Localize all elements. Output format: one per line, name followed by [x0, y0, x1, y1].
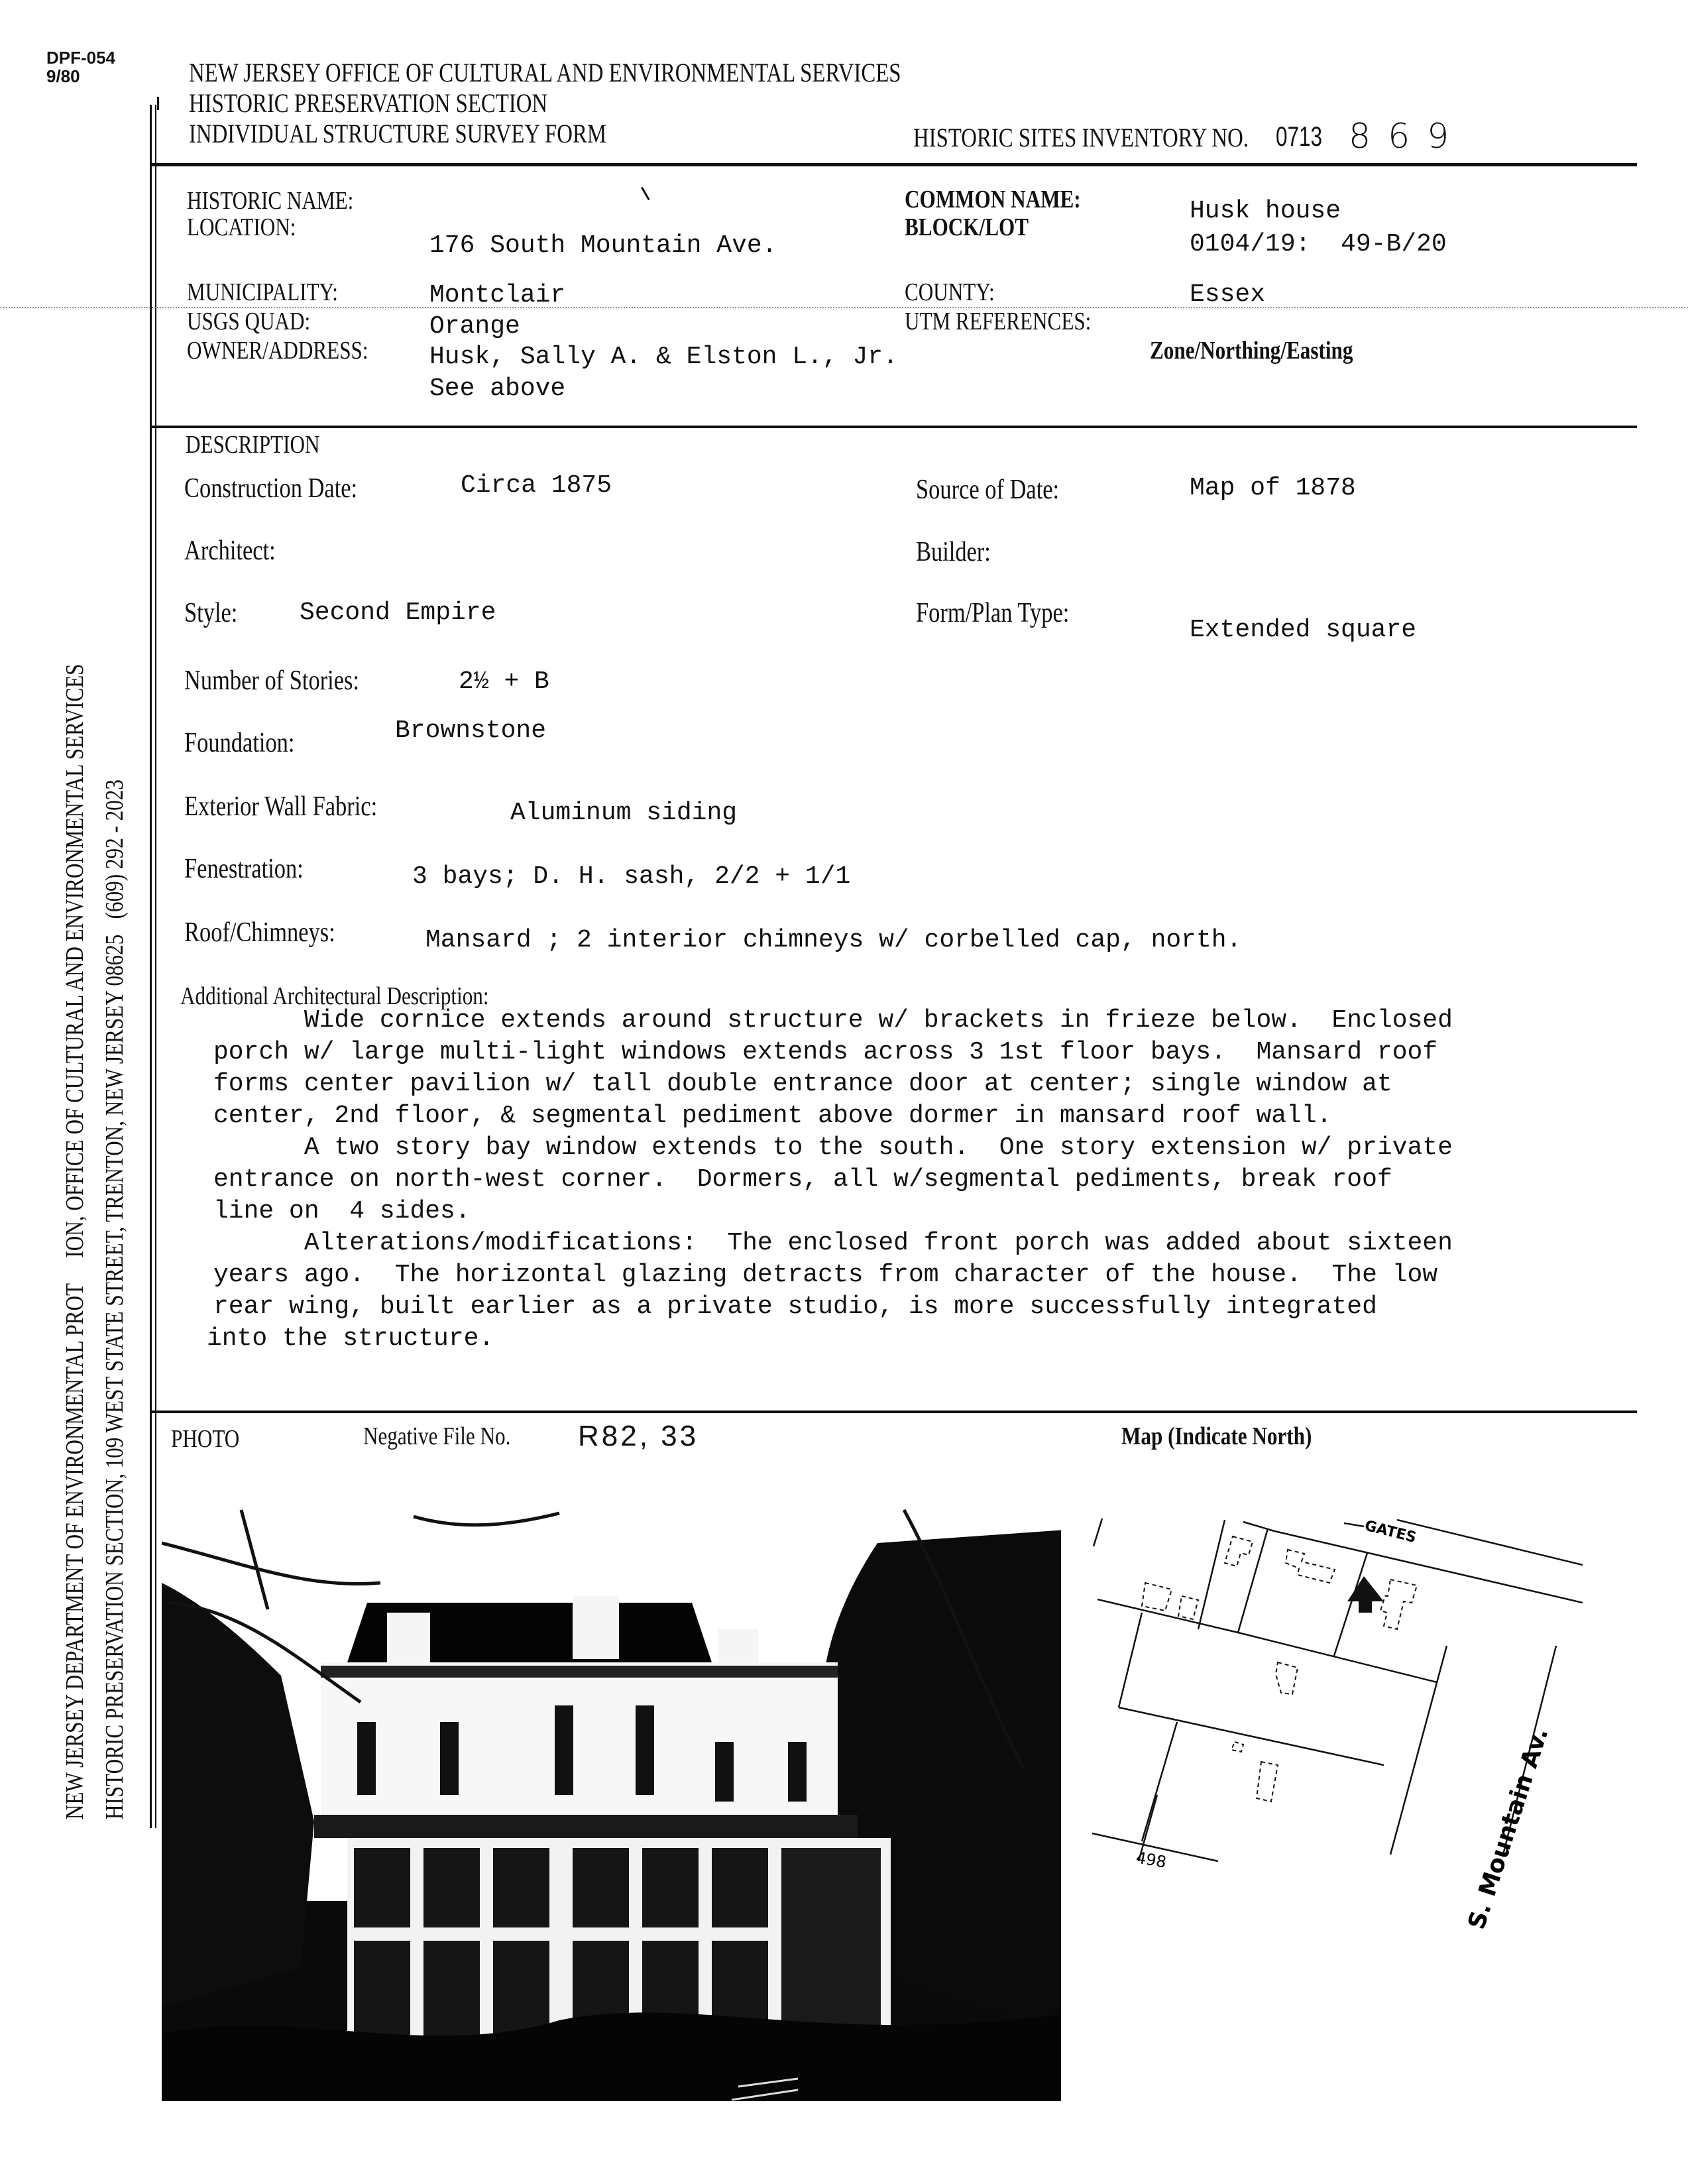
utm-sub-label-text: Zone/Northing/Easting	[1150, 337, 1353, 365]
additional-description-line: porch w/ large multi-light windows extends across 3 1st floor bays. Mansard roof	[213, 1038, 1438, 1066]
county-label	[905, 278, 1014, 306]
construction-date-value: Circa 1875	[461, 471, 612, 500]
stray-pen-mark	[641, 186, 652, 201]
builder-label	[916, 538, 1007, 566]
inventory-label	[913, 123, 1322, 152]
form-title-text: INDIVIDUAL STRUCTURE SURVEY FORM	[189, 119, 607, 148]
common-name-value: Husk house	[1190, 197, 1341, 225]
foundation-value: Brownstone	[395, 717, 547, 745]
map-lot-number: 498	[1134, 1848, 1168, 1872]
construction-date-label-text: Construction Date:	[184, 473, 358, 504]
additional-description-line: into the structure.	[207, 1324, 494, 1353]
inventory-label-text: HISTORIC SITES INVENTORY NO.	[913, 123, 1249, 152]
description-heading-text: DESCRIPTION	[186, 431, 320, 459]
additional-description-line: Alterations/modifications: The enclosed front porch was added about sixteen	[213, 1229, 1453, 1257]
fenestration-value: 3 bays; D. H. sash, 2/2 + 1/1	[412, 862, 851, 891]
municipality-value: Montclair	[429, 281, 566, 310]
usgs-quad-label-text: USGS QUAD:	[187, 308, 311, 335]
side-text-line1-text: NEW JERSEY DEPARTMENT OF ENVIRONMENTAL PROT ION, OFFICE OF CULTURAL AND ENVIRONMENTAL SERVICES	[61, 663, 89, 1819]
owner-address-label	[187, 337, 408, 365]
section-title-text: HISTORIC PRESERVATION SECTION	[189, 88, 548, 118]
fenestration-label	[184, 855, 329, 883]
stories-label-text: Number of Stories:	[184, 665, 360, 696]
usgs-quad-label	[187, 308, 337, 335]
utm-sub-label	[1150, 337, 1398, 365]
negative-file-label-text: Negative File No.	[363, 1422, 511, 1450]
common-name-label	[905, 186, 1119, 213]
usgs-quad-value: Orange	[429, 312, 520, 341]
location-label-text: LOCATION:	[187, 213, 296, 241]
county-label-text: COUNTY:	[905, 278, 995, 306]
architect-label	[184, 537, 296, 565]
stories-label	[184, 667, 398, 695]
map-buildings	[1142, 1536, 1417, 1802]
location-label	[187, 213, 320, 241]
side-text-line1	[61, 410, 89, 1819]
section-title	[189, 89, 626, 118]
photo-left-trees	[162, 1583, 314, 2007]
site-map-drawing	[1079, 1497, 1583, 2106]
form-revision: 9/80	[46, 66, 80, 86]
photo-label	[171, 1425, 254, 1453]
header-bracket-mark	[157, 97, 159, 110]
additional-description-line: A two story bay window extends to the south. One story extension w/ private	[213, 1133, 1453, 1162]
photo-dormer-left	[387, 1613, 430, 1669]
site-map	[1074, 1485, 1577, 2095]
source-of-date-label	[916, 476, 1091, 504]
foundation-label	[184, 729, 319, 757]
negative-file-label	[363, 1422, 543, 1450]
owner-address-value: Husk, Sally A. & Elston L., Jr.	[429, 343, 898, 371]
roof-chimneys-value: Mansard ; 2 interior chimneys w/ corbelled cap, north.	[425, 926, 1242, 954]
photo-porch-roof	[314, 1815, 858, 1838]
source-of-date-label-text: Source of Date:	[916, 475, 1060, 505]
identification-rule	[151, 426, 1637, 428]
source-of-date-value: Map of 1878	[1190, 474, 1356, 502]
inventory-prefix: 0713	[1276, 121, 1323, 152]
photo-dormer-center	[573, 1596, 619, 1659]
house-photo	[156, 1491, 1061, 2101]
additional-description-line: forms center pavilion w/ tall double entrance door at center; single window at	[213, 1070, 1392, 1098]
photo-cornice	[321, 1666, 838, 1678]
map-label-text: Map (Indicate North)	[1121, 1422, 1312, 1450]
additional-description-line: years ago. The horizontal glazing detracts from character of the house. The low	[213, 1261, 1438, 1289]
style-value: Second Empire	[300, 599, 496, 627]
roof-chimneys-label-text: Roof/Chimneys:	[184, 917, 335, 948]
style-label	[184, 599, 249, 627]
foundation-label-text: Foundation:	[184, 728, 295, 758]
left-border-outer	[150, 105, 152, 1828]
form-title	[189, 119, 698, 148]
owner-address-label-text: OWNER/ADDRESS:	[187, 337, 368, 365]
historic-name-label	[187, 187, 390, 215]
north-arrow-icon	[1347, 1576, 1384, 1613]
common-name-label-text: COMMON NAME:	[905, 186, 1081, 213]
description-rule	[151, 1410, 1637, 1413]
construction-date-label	[184, 475, 395, 502]
side-text-line2-text: HISTORIC PRESERVATION SECTION, 109 WEST STATE STREET, TRENTON, NEW JERSEY 08625 (609) 292 - 2023	[101, 779, 129, 1819]
municipality-label	[187, 278, 371, 306]
municipality-label-text: MUNICIPALITY:	[187, 278, 338, 306]
fenestration-label-text: Fenestration:	[184, 854, 304, 884]
additional-description-line: Wide cornice extends around structure w/ brackets in frieze below. Enclosed	[213, 1006, 1453, 1035]
stories-value: 2½ + B	[459, 667, 549, 696]
agency-title-text: NEW JERSEY OFFICE OF CULTURAL AND ENVIRONMENTAL SERVICES	[189, 58, 901, 87]
builder-label-text: Builder:	[916, 537, 991, 567]
additional-description-label-text: Additional Architectural Description:	[180, 982, 489, 1010]
block-lot-label-text: BLOCK/LOT	[905, 213, 1029, 241]
form-plan-type-label-text: Form/Plan Type:	[916, 598, 1070, 628]
county-value: Essex	[1190, 280, 1266, 309]
form-code: DPF-054	[46, 48, 116, 68]
agency-title	[189, 58, 1057, 87]
exterior-wall-label-text: Exterior Wall Fabric:	[184, 791, 378, 822]
map-street-north: GATES	[1363, 1517, 1418, 1546]
utm-label	[905, 308, 1132, 335]
location-value: 176 South Mountain Ave.	[429, 231, 777, 260]
form-plan-type-label	[916, 599, 1103, 627]
roof-chimneys-label	[184, 919, 368, 947]
photo-house-wall	[321, 1662, 838, 1821]
house-photo-illustration	[162, 1503, 1061, 2101]
additional-description-line: center, 2nd floor, & segmental pediment above dormer in mansard roof wall.	[213, 1102, 1332, 1130]
additional-description-line: entrance on north-west corner. Dormers, all w/segmental pediments, break roof	[213, 1165, 1392, 1194]
header-rule	[151, 163, 1637, 166]
side-text-line2	[101, 551, 129, 1819]
architect-label-text: Architect:	[184, 536, 276, 566]
exterior-wall-value: Aluminum siding	[510, 799, 738, 827]
block-lot-label	[905, 213, 1056, 241]
map-street-east: S. Mountain Av.	[1463, 1724, 1554, 1933]
style-label-text: Style:	[184, 598, 238, 628]
additional-description-line: rear wing, built earlier as a private studio, is more successfully integrated	[213, 1293, 1377, 1321]
map-label	[1121, 1422, 1353, 1450]
historic-name-label-text: HISTORIC NAME:	[187, 187, 354, 215]
description-heading	[186, 431, 349, 459]
negative-file-value: R82, 33	[578, 1420, 699, 1452]
block-lot-value: 0104/19: 49-B/20	[1190, 230, 1447, 259]
inventory-number: 869	[1349, 117, 1467, 156]
utm-label-text: UTM REFERENCES:	[905, 308, 1092, 335]
exterior-wall-label	[184, 793, 420, 821]
form-plan-type-value: Extended square	[1190, 616, 1417, 644]
additional-description-line: line on 4 sides.	[213, 1197, 471, 1226]
owner-address-value-2: See above	[429, 374, 566, 403]
photo-label-text: PHOTO	[171, 1425, 240, 1453]
